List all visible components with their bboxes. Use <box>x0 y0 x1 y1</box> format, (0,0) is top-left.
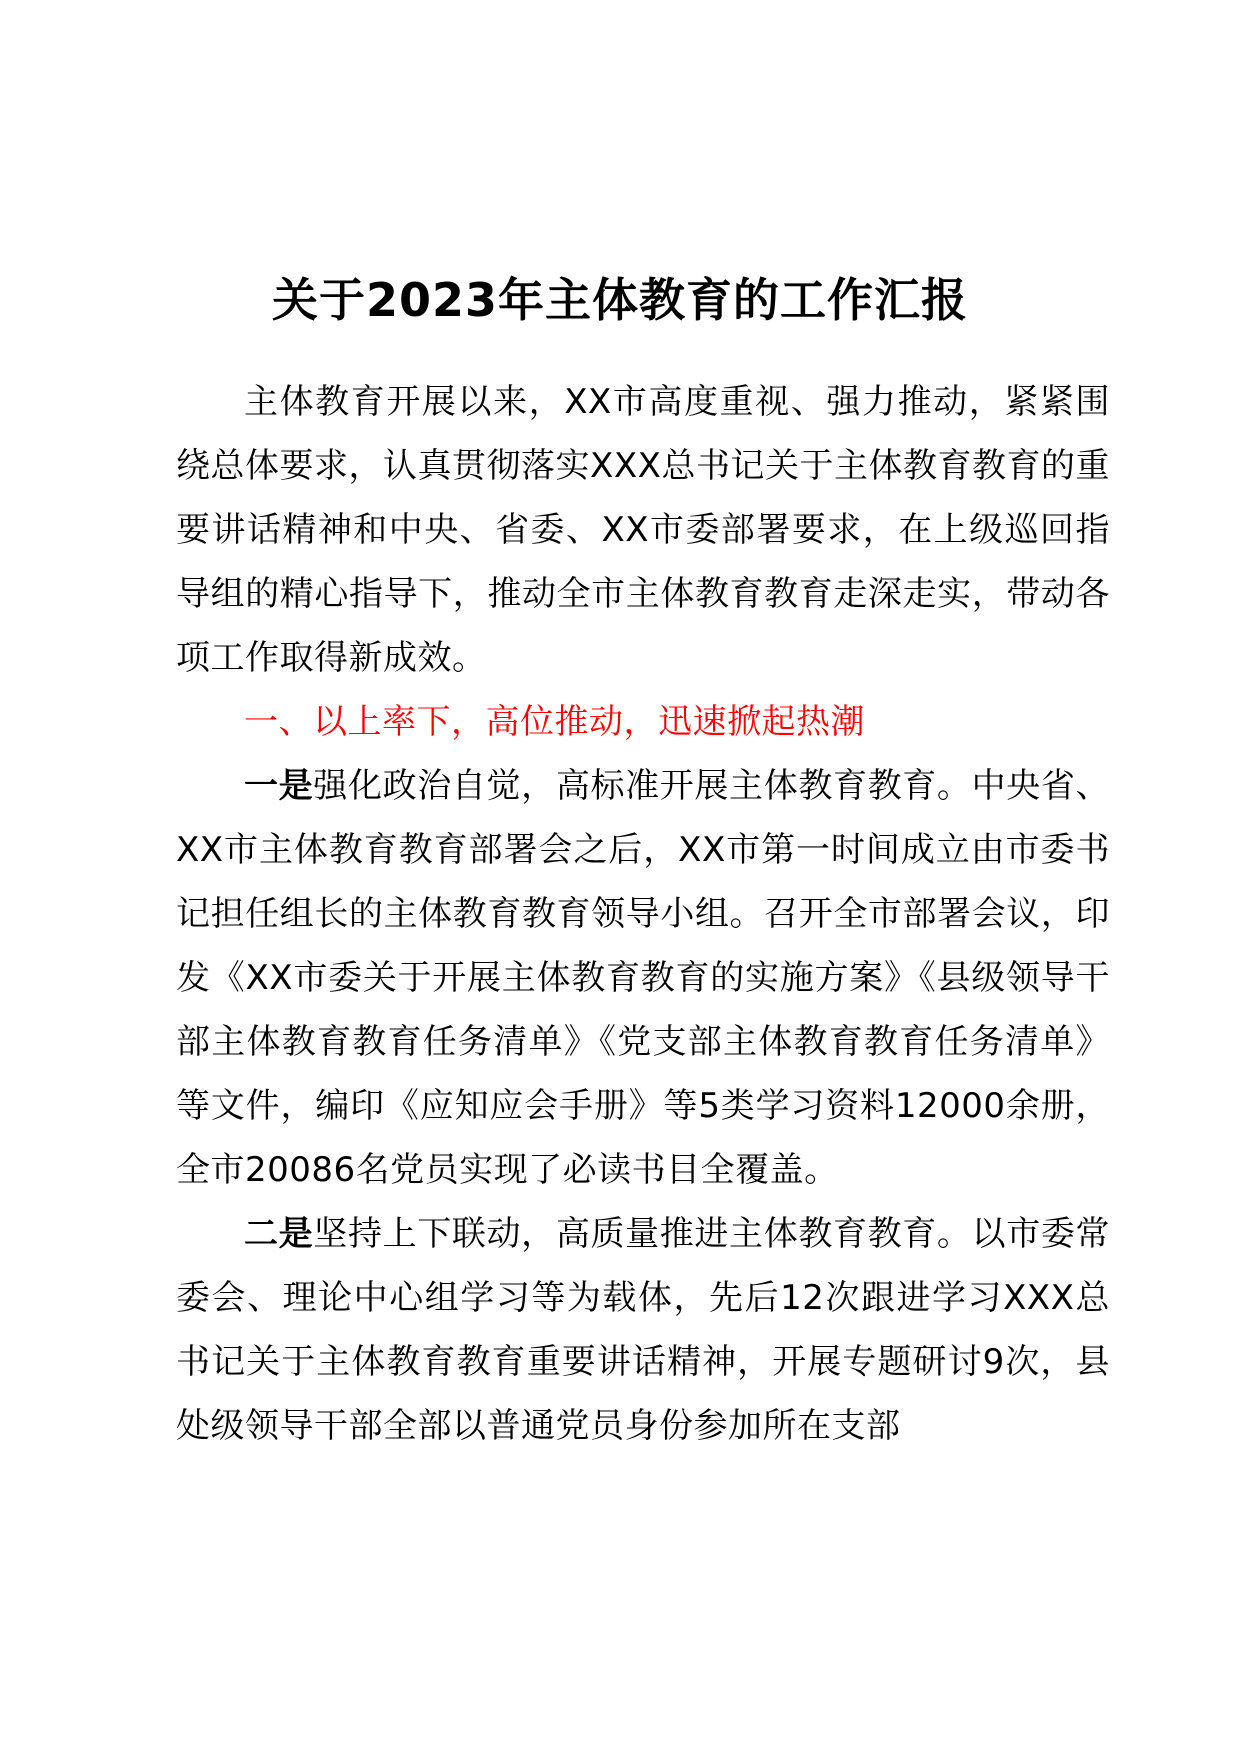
paragraph-2-text: 坚持上下联动，高质量推进主体教育教育。以市委常委会、理论中心组学习等为载体，先后12次跟进学习XXX总书记关于主体教育教育重要讲话精神，开展专题研讨9次，县处级领导干部全部以普通党员身份参加所在支部 <box>176 1214 1111 1446</box>
paragraph-2 <box>176 1202 1110 1458</box>
paragraph-1-lead: 一是 <box>244 766 314 806</box>
paragraph-2-lead: 二是 <box>244 1214 314 1254</box>
paragraph-1 <box>176 754 1110 1202</box>
document-title: 关于2023年主体教育的工作汇报 <box>271 273 969 327</box>
paragraph-1-text: 强化政治自觉，高标准开展主体教育教育。中央省、XX市主体教育教育部署会之后，XX市第一时间成立由市委书记担任组长的主体教育教育领导小组。召开全市部署会议，印发《XX市委关于开展主体教育教育的实施方案》《县级领导干部主体教育教育任务清单》《党支部主体教育教育任务清单》等文件，编印《应知应会手册》等5类学习资料12000余册，全市20086名党员实现了必读书目全覆盖。 <box>176 766 1111 1190</box>
document-body <box>176 370 1110 1458</box>
section-heading: 一、以上率下，高位推动，迅速掀起热潮 <box>244 702 865 742</box>
intro-paragraph: 主体教育开展以来，XX市高度重视、强力推动，紧紧围绕总体要求，认真贯彻落实XXX总书记关于主体教育教育的重要讲话精神和中央、省委、XX市委部署要求，在上级巡回指导组的精心指导下，推动全市主体教育教育走深走实，带动各项工作取得新成效。 <box>176 382 1110 678</box>
